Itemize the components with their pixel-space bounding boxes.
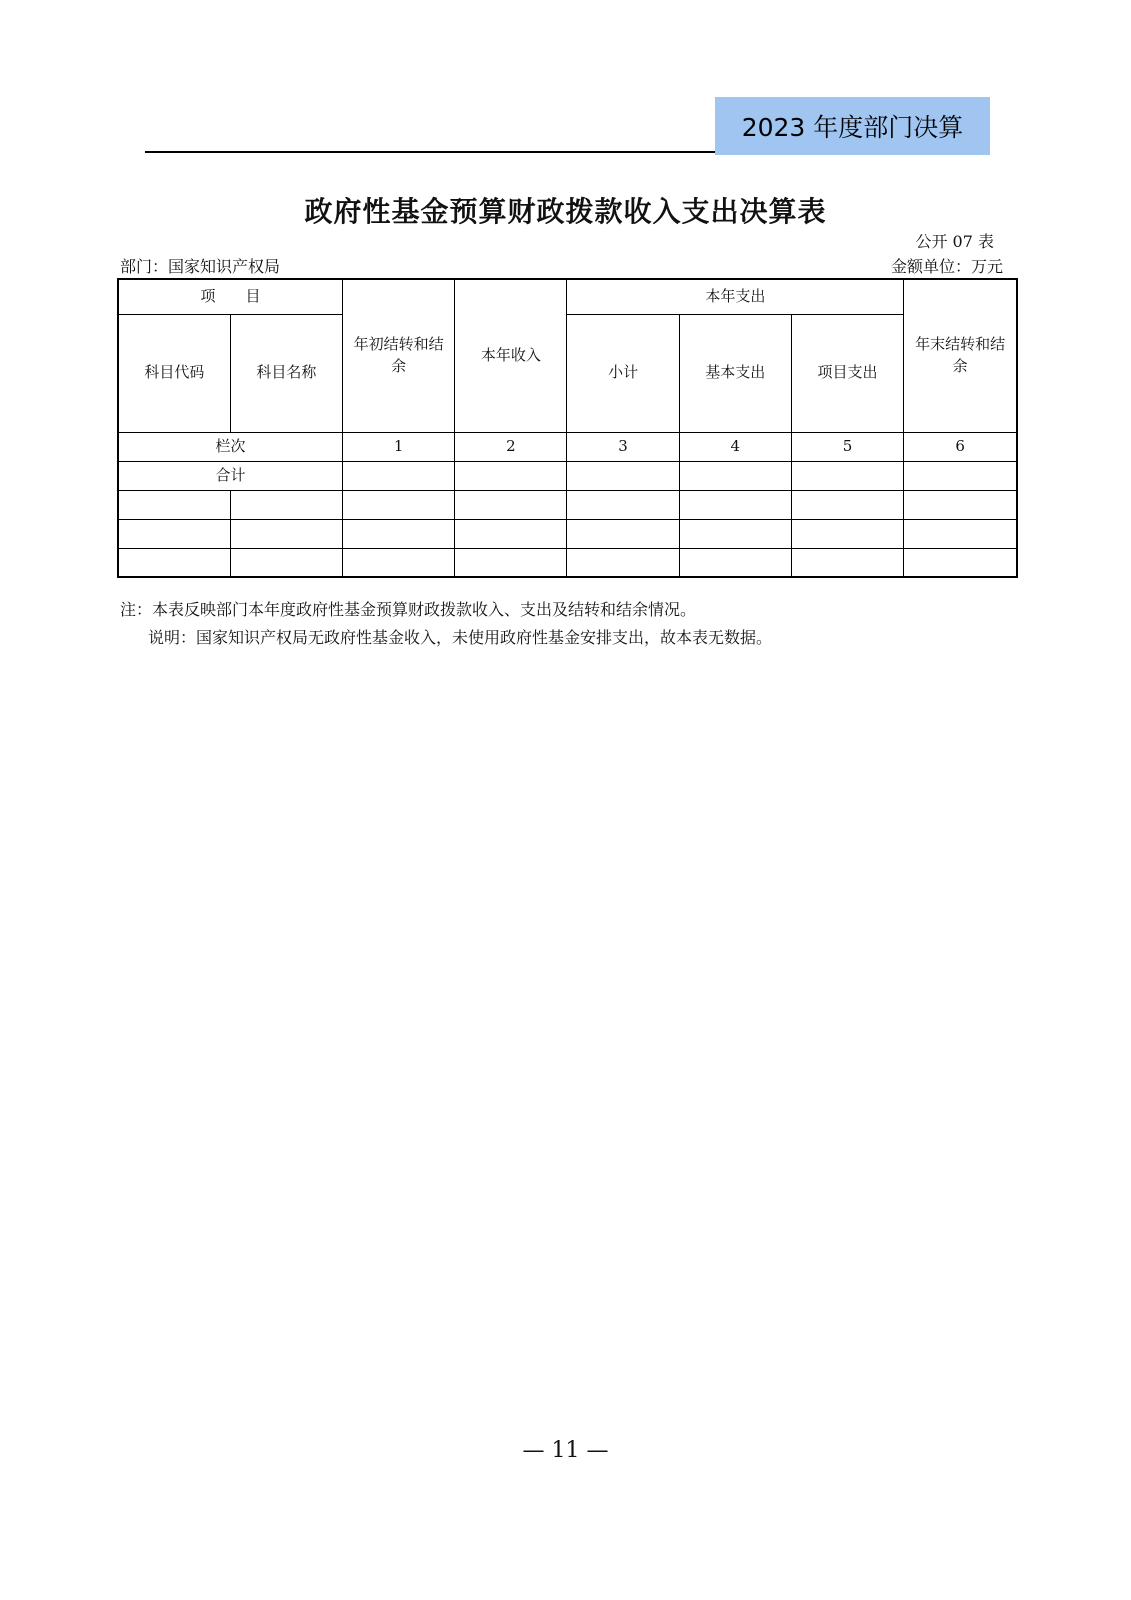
document-title: 政府性基金预算财政拨款收入支出决算表 (304, 195, 827, 228)
table-cell (679, 490, 791, 519)
unit-label: 金额单位：万元 (890, 257, 1003, 276)
header-item: 项 目 (118, 279, 342, 314)
table-row (118, 519, 1017, 548)
table-cell (230, 548, 342, 577)
header-rule (145, 151, 715, 153)
header-subject-code: 科目代码 (118, 314, 230, 432)
header-income: 本年收入 (455, 279, 567, 432)
header-subject-name: 科目名称 (230, 314, 342, 432)
table-cell (791, 548, 903, 577)
table-cell (791, 490, 903, 519)
table-cell (679, 519, 791, 548)
header-badge: 2023 年度部门决算 (715, 97, 990, 155)
header-project-expenditure: 项目支出 (791, 314, 903, 432)
table-cell (567, 548, 679, 577)
table-cell (118, 548, 230, 577)
total-row (118, 461, 1017, 490)
table-row (118, 490, 1017, 519)
header-end-balance: 年末结转和结余 (904, 279, 1017, 432)
column-number: 2 (455, 432, 567, 461)
table-cell (904, 519, 1017, 548)
table-cell (791, 519, 903, 548)
header-basic-expenditure: 基本支出 (679, 314, 791, 432)
explanation-text: 说明：国家知识产权局无政府性基金收入，未使用政府性基金安排支出，故本表无数据。 (148, 628, 773, 647)
table-cell (455, 490, 567, 519)
column-number: 6 (904, 432, 1017, 461)
table-cell (455, 548, 567, 577)
table-cell (567, 490, 679, 519)
column-number-row (118, 432, 1017, 461)
table-cell (455, 519, 567, 548)
header-begin-balance: 年初结转和结余 (342, 279, 454, 432)
header-expenditure: 本年支出 (567, 279, 904, 314)
table-cell (230, 490, 342, 519)
table-cell (118, 519, 230, 548)
table-cell (342, 461, 454, 490)
budget-table (117, 278, 1018, 578)
total-label: 合计 (118, 461, 342, 490)
column-label: 栏次 (118, 432, 342, 461)
notes (120, 596, 772, 652)
table-cell (679, 548, 791, 577)
table-cell (904, 548, 1017, 577)
table-cell (679, 461, 791, 490)
table-row (118, 548, 1017, 577)
table-number: 公开 07 表 (915, 232, 994, 251)
table-cell (455, 461, 567, 490)
table-cell (567, 461, 679, 490)
table-cell (118, 490, 230, 519)
table-cell (791, 461, 903, 490)
department-label: 部门：国家知识产权局 (120, 257, 281, 276)
table-cell (567, 519, 679, 548)
column-number: 4 (679, 432, 791, 461)
header-subtotal: 小计 (567, 314, 679, 432)
page-number: — 11 — (522, 1438, 609, 1463)
column-number: 1 (342, 432, 454, 461)
table-cell (342, 548, 454, 577)
column-number: 3 (567, 432, 679, 461)
table-cell (342, 490, 454, 519)
table-cell (904, 461, 1017, 490)
table-cell (904, 490, 1017, 519)
note-text: 注：本表反映部门本年度政府性基金预算财政拨款收入、支出及结转和结余情况。 (120, 600, 697, 619)
table-cell (230, 519, 342, 548)
column-number: 5 (791, 432, 903, 461)
table-cell (342, 519, 454, 548)
